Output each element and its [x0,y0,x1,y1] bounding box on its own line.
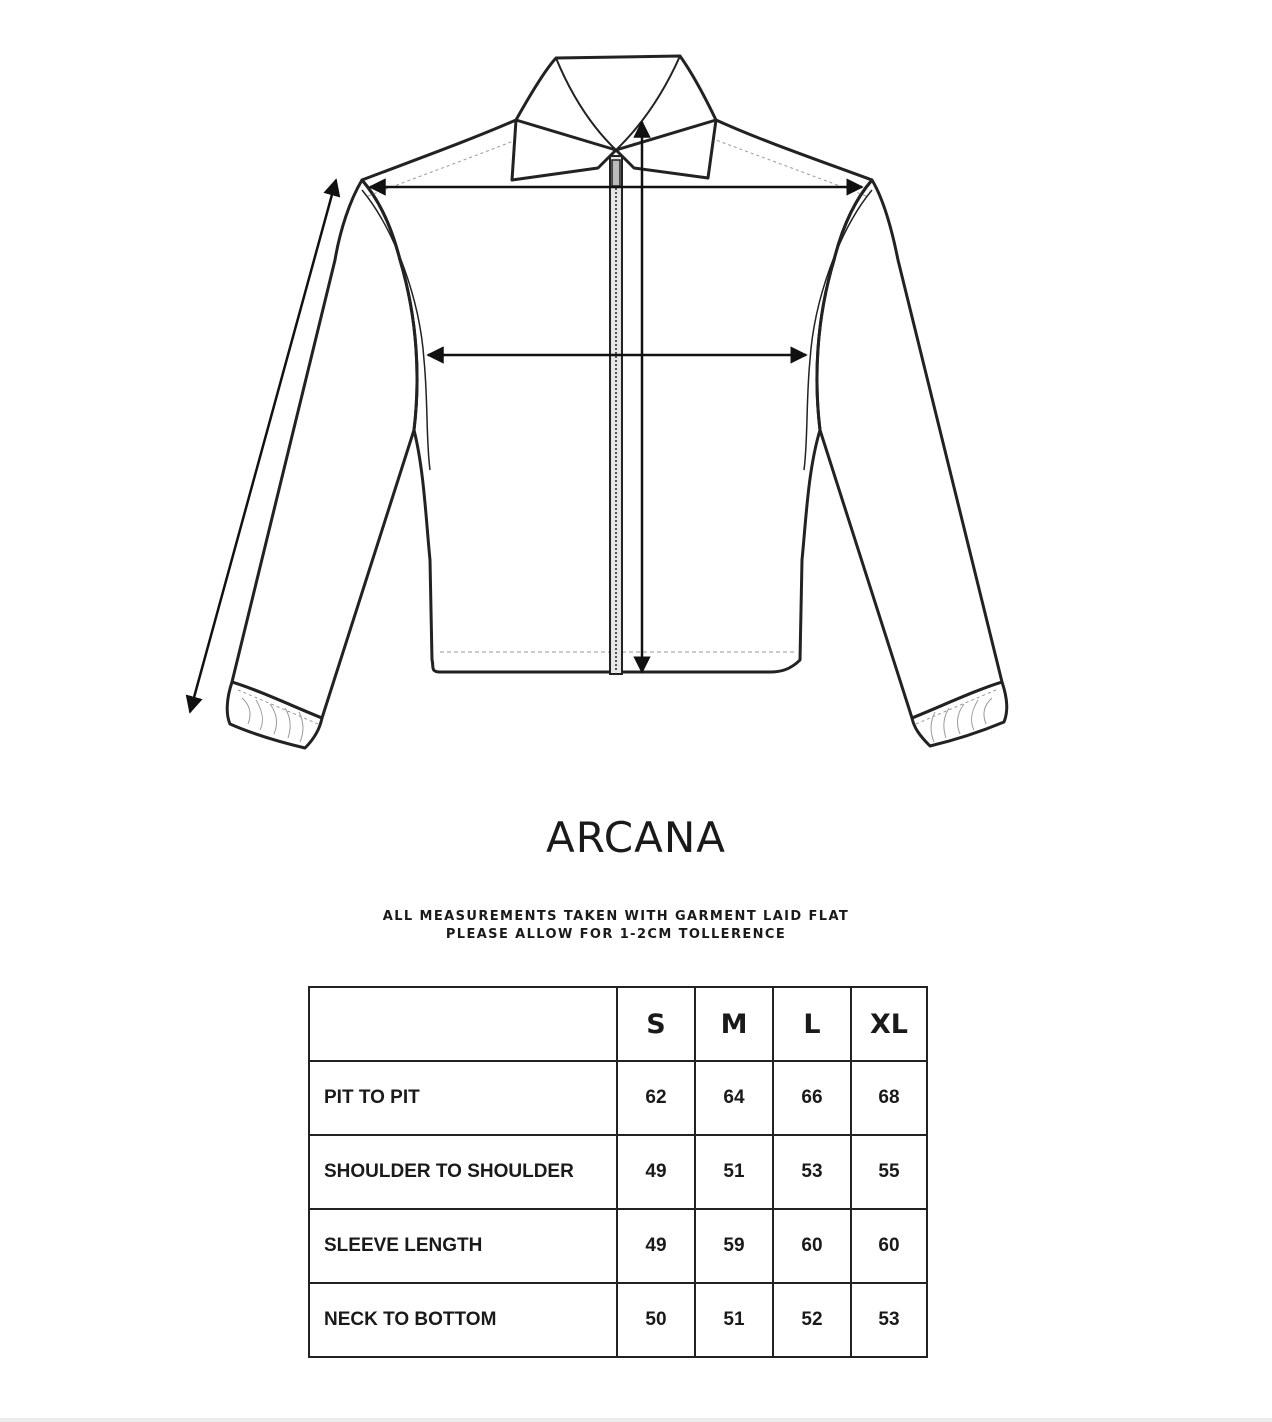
left-cuff-gathers [238,690,318,742]
table-cell: 49 [617,1209,695,1283]
table-cell: 66 [773,1061,851,1135]
table-row [309,1283,927,1357]
table-cell: 60 [773,1209,851,1283]
right-cuff-gathers [916,690,996,742]
table-cell: 55 [851,1135,927,1209]
zipper [610,156,622,674]
right-sleeve [817,180,1002,718]
table-cell: 52 [773,1283,851,1357]
table-cell: 64 [695,1061,773,1135]
row-label-shoulder-to-shoulder: SHOULDER TO SHOULDER [309,1135,617,1209]
right-cuff [912,682,1007,746]
note-line-flat: ALL MEASUREMENTS TAKEN WITH GARMENT LAID FLAT [382,909,850,924]
product-title: ARCANA [545,813,727,862]
size-header-xl: XL [851,987,927,1061]
size-header-l: L [773,987,851,1061]
table-cell: 62 [617,1061,695,1135]
note-line-tolerance: PLEASE ALLOW FOR 1-2CM TOLLERENCE [445,927,787,942]
table-cell: 53 [851,1283,927,1357]
bottom-edge-strip [0,1418,1272,1422]
table-row [309,1061,927,1135]
table-cell: 51 [695,1135,773,1209]
table-cell: 68 [851,1061,927,1135]
row-label-sleeve-length: SLEEVE LENGTH [309,1209,617,1283]
header-corner-cell [309,987,617,1061]
left-cuff [227,682,322,748]
row-label-neck-to-bottom: NECK TO BOTTOM [309,1283,617,1357]
row-label-pit-to-pit: PIT TO PIT [309,1061,617,1135]
table-cell: 59 [695,1209,773,1283]
table-cell: 50 [617,1283,695,1357]
left-sleeve [232,180,417,718]
size-header-row [309,987,927,1061]
size-header-s: S [617,987,695,1061]
table-cell: 53 [773,1135,851,1209]
measurement-notes [0,908,1232,944]
table-cell: 49 [617,1135,695,1209]
table-cell: 60 [851,1209,927,1283]
sleeve-measure-arrow [190,180,336,712]
table-row [309,1135,927,1209]
size-header-m: M [695,987,773,1061]
size-chart-table [308,986,928,1358]
table-cell: 51 [695,1283,773,1357]
table-row [309,1209,927,1283]
